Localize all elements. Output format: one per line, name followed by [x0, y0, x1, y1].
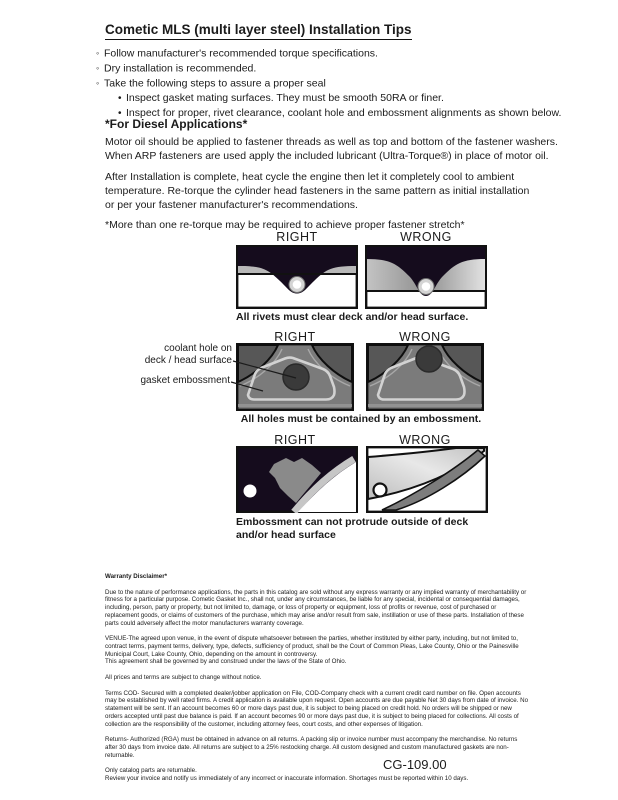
coolant-hole-icon [283, 364, 309, 390]
embossment-caption: Embossment can not protrude outside of deck and/or head surface [236, 516, 469, 541]
right-label: RIGHT [274, 330, 316, 344]
embossment-wrong-diagram [366, 446, 488, 513]
coolant-hole-right-diagram [236, 343, 354, 411]
right-label: RIGHT [276, 230, 318, 244]
tip-sub-item: • Inspect for proper, rivet clearance, coolant hole and embossment alignments as shown below. [118, 107, 562, 119]
rivet-icon [293, 280, 302, 289]
open-bullet-icon: ◦ [96, 63, 100, 73]
tip-sub-item: • Inspect gasket mating surfaces. They must be smooth 50RA or finer. [118, 92, 444, 104]
warranty-paragraph: All prices and terms are subject to change without notice. [105, 674, 262, 682]
open-bullet-icon: ◦ [96, 48, 100, 58]
warranty-disclaimer [105, 573, 530, 791]
coolant-hole-label: coolant hole on deck / head surface [144, 343, 232, 366]
tip-item: ◦ Dry installation is recommended. [96, 62, 257, 75]
coolant-hole-wrong-diagram [366, 343, 484, 411]
bolt-hole-icon [244, 485, 257, 498]
bullet-icon: • [118, 107, 122, 119]
coolant-hole-caption: All holes must be contained by an embossment. [240, 413, 482, 425]
embossment-right-diagram [236, 446, 358, 513]
warranty-paragraph: Terms COD- Secured with a completed dealer/jobber application on File, COD-Company check with a current credit card number on file. Open accounts may be established by well rated firms. A credit application is available upon request. Open accounts are due payable Net 30 days from date of invoice. No statement will be sent. If an account becomes 60 or more days past due, it is subject to being placed on credit hold. No orders will be shipped or new orders accepted until past due balance is paid. If an account becomes 90 or more days past due, it is subject to being placed for collections. All costs of collection are the responsibility of the customer, including attorney fees, court costs, and other expenses of litigation. [105, 689, 529, 728]
rivet-icon [422, 282, 431, 291]
gasket-embossment-label: gasket embossment [140, 375, 230, 386]
diesel-section-heading: *For Diesel Applications* [105, 117, 248, 131]
warranty-paragraph: This agreement shall be governed by and construed under the laws of the State of Ohio. [105, 658, 347, 666]
diesel-paragraph-2: After Installation is complete, heat cycle the engine then let it completely cool to ambient temperature. Re-torque the cylinder head fasteners in the same pattern as initial installation or per your fastener manufacturer's recommendations. [105, 171, 530, 211]
wrong-label: WRONG [399, 330, 451, 344]
wrong-label: WRONG [400, 230, 452, 244]
tip-item: ◦ Follow manufacturer's recommended torque specifications. [96, 47, 378, 60]
tips-list [96, 46, 561, 121]
warranty-paragraph: VENUE-The agreed upon venue, in the event of dispute whatsoever between the parties, whether instituted by either party, including, but not limited to, contract terms, payment terms, delivery, type, defects, sufficiency of product, shall be the Court of Common Pleas, Lake County, Ohio or the Painesville Municipal Court, Lake County, Ohio, depending on the amount in controversy. [105, 635, 519, 658]
warranty-paragraph: Due to the nature of performance applications, the parts in this catalog are sold without any express warranty or any implied warranty of merchantability or fitness for a particular purpose. Cometic Gasket Inc., shall not, under any circumstances, be liable for any special, incidental or consequential damages, including, person, party or property, but not limited to, damage, or loss of property or equipment, loss of profits or revenue, cost of purchased or replacement goods, or claims of customers of the purchase, which may arise and/or result from sale, instillation or use of these parts. Installation of these parts could adversely affect the motor manufacturers warranty coverage. [105, 588, 527, 627]
rivet-right-diagram [236, 245, 358, 309]
bolt-hole-icon [374, 484, 387, 497]
rivet-caption: All rivets must clear deck and/or head surface. [236, 311, 469, 323]
warranty-paragraph: Review your invoice and notify us immediately of any incorrect or inaccurate information. Shortages must be reported within 10 days. [105, 775, 469, 783]
tip-item: ◦ Take the following steps to assure a proper seal [96, 77, 326, 90]
warranty-heading: Warranty Disclaimer* [105, 573, 168, 580]
document-number: CG-109.00 [383, 757, 447, 772]
bullet-icon: • [118, 92, 122, 104]
page-title: Cometic MLS (multi layer steel) Installation Tips [105, 22, 412, 40]
coolant-hole-icon [416, 346, 442, 372]
right-label: RIGHT [274, 433, 316, 447]
warranty-paragraph: Returns- Authorized (RGA) must be obtained in advance on all returns. A packing slip or invoice number must accompany the merchandise. No returns after 30 days from invoice date. All returns are subject to a 25% restocking charge. All custom designed and custom manufactured gaskets are non-returnable. [105, 736, 518, 759]
diesel-note: *More than one re-torque may be required to achieve proper fastener stretch* [105, 219, 465, 231]
open-bullet-icon: ◦ [96, 78, 100, 88]
wrong-label: WRONG [399, 433, 451, 447]
rivet-wrong-diagram [365, 245, 487, 309]
warranty-paragraph: Only catalog parts are returnable. [105, 767, 197, 775]
diesel-paragraph-1: Motor oil should be applied to fastener threads as well as top and bottom of the fastener washers. When ARP fasteners are used apply the included lubricant (Ultra-Torque®) in place of motor oil. [105, 136, 558, 162]
